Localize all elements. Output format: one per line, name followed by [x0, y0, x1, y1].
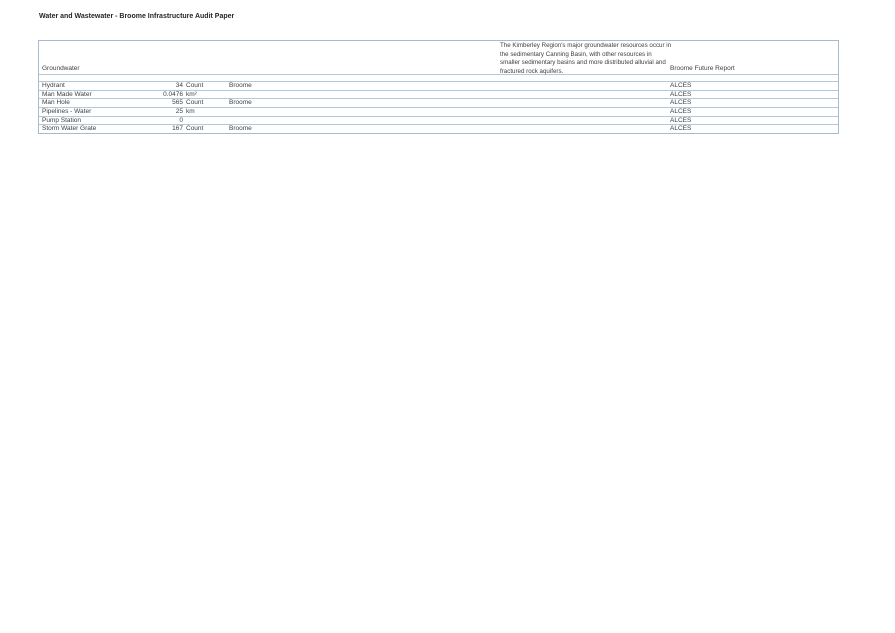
- description-line: smaller sedimentary basins and more distributed alluvial and: [500, 59, 666, 66]
- row-label: Man Made Water: [42, 90, 92, 98]
- row-source: ALCES: [670, 108, 692, 116]
- row-source: ALCES: [670, 90, 692, 98]
- row-label: Storm Water Grate: [42, 125, 97, 133]
- row-source: ALCES: [670, 116, 692, 124]
- groundwater-description: [500, 42, 671, 76]
- row-source: ALCES: [670, 99, 692, 107]
- row-area: Broome: [229, 82, 252, 89]
- table-row-spacer: [39, 75, 838, 82]
- row-label: Pipelines - Water: [42, 108, 92, 116]
- row-value: 25: [175, 108, 183, 116]
- page-title: Water and Wastewater - Broome Infrastructure Audit Paper: [39, 13, 235, 20]
- row-value: 565: [172, 99, 183, 107]
- row-value: 167: [172, 125, 183, 133]
- table-row-groundwater: [39, 41, 838, 75]
- row-value: 0: [179, 116, 183, 124]
- row-value: 0.0476: [163, 90, 183, 98]
- row-area: Broome: [229, 125, 252, 133]
- row-area: Broome: [229, 99, 252, 107]
- description-line: The Kimberley Region's major groundwater resources occur in: [500, 42, 672, 49]
- description-line: fractured rock aquifers.: [500, 67, 564, 75]
- table-row: [39, 117, 838, 126]
- description-line: the sedimentary Canning Basin, with other resources in: [500, 50, 652, 58]
- row-source: Broome Future Report: [670, 65, 735, 73]
- table-row: [39, 108, 838, 117]
- table-row: [39, 99, 838, 108]
- row-source: ALCES: [670, 125, 692, 133]
- row-label: Groundwater: [42, 65, 80, 73]
- row-unit: Count: [186, 99, 204, 107]
- row-unit: Count: [186, 125, 204, 133]
- row-value: 34: [175, 82, 183, 89]
- row-unit: Count: [186, 82, 204, 89]
- table-row: [39, 91, 838, 100]
- row-unit: km²: [186, 90, 197, 98]
- table-row: [39, 82, 838, 91]
- row-label: Pump Station: [42, 116, 82, 124]
- row-label: Man Hole: [42, 99, 70, 107]
- row-label: Hydrant: [42, 82, 65, 89]
- infrastructure-audit-table: [38, 40, 839, 134]
- table-row: [39, 125, 838, 133]
- row-unit: km: [186, 108, 195, 116]
- row-source: ALCES: [670, 82, 692, 89]
